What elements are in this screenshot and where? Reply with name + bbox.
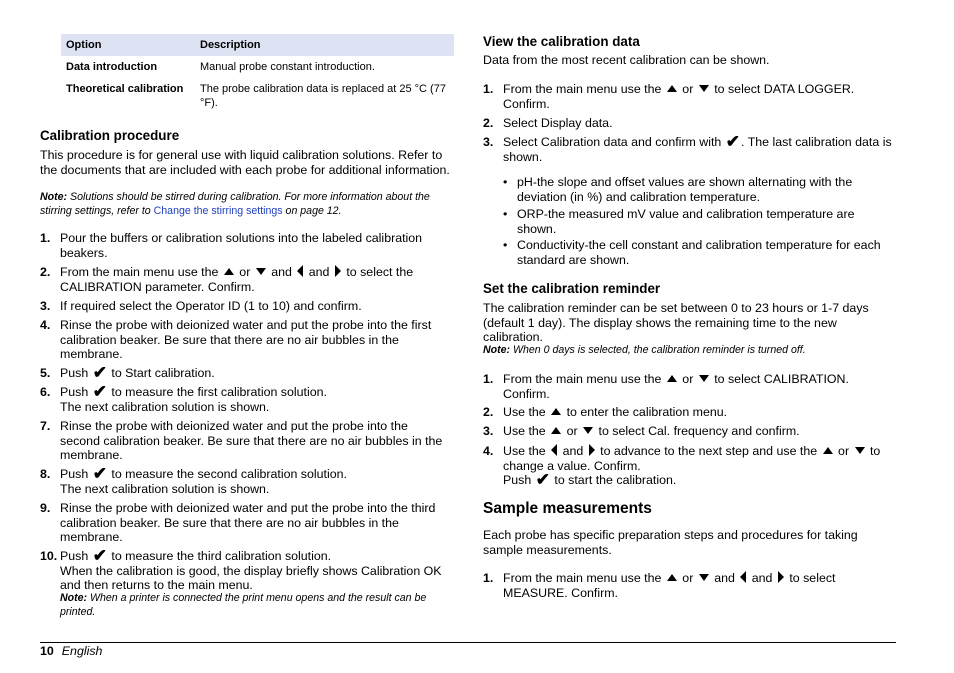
reminder-intro: The calibration reminder can be set between 0 to 23 hours or 1-7 days (default 1 day). The display shows the remaining time to the new calibration.	[483, 301, 869, 345]
table-cell-option: Data introduction	[66, 61, 158, 73]
step-number: 4.	[483, 444, 494, 458]
note-text: When a printer is connected the print menu opens and the result can be printed.	[60, 592, 427, 618]
reminder-step-3	[483, 424, 895, 439]
arrow-down-icon	[699, 574, 709, 581]
bullet-text: ORP-the measured mV value and calibration temperature are shown.	[517, 207, 855, 236]
checkmark-icon: ✔	[92, 363, 107, 382]
step-text: From the main menu use the	[503, 82, 662, 96]
table-row	[61, 56, 454, 78]
step-text: or	[235, 265, 254, 279]
step-number: 1.	[40, 231, 51, 245]
arrow-left-icon	[551, 444, 557, 456]
bullet-icon: •	[503, 207, 508, 221]
sample-step-1	[483, 571, 895, 600]
step-number: 5.	[40, 366, 51, 380]
checkmark-icon: ✔	[92, 464, 107, 483]
checkmark-icon: ✔	[535, 470, 550, 490]
calibration-step-2	[40, 265, 450, 294]
step-text: Push	[60, 366, 89, 380]
step-text: Select Display data.	[503, 116, 613, 130]
printer-note	[60, 592, 453, 619]
list-item	[503, 175, 895, 204]
arrow-down-icon	[699, 85, 709, 92]
step-number: 2.	[40, 265, 51, 279]
table-header-row	[61, 34, 454, 56]
step-number: 3.	[483, 424, 494, 438]
page-number: 10	[40, 644, 54, 658]
arrow-down-icon	[583, 427, 593, 434]
step-text: From the main menu use the	[60, 265, 219, 279]
calibration-procedure-heading: Calibration procedure	[40, 128, 180, 143]
footer-language: English	[61, 644, 103, 658]
reminder-step-2	[483, 405, 895, 420]
step-number: 3.	[40, 299, 51, 313]
note-label: Note:	[60, 592, 88, 604]
checkmark-icon: ✔	[92, 382, 107, 401]
step-text: to select CALIBRATION. Confirm.	[503, 372, 849, 401]
step-text: Rinse the probe with deionized water and put the probe into the second calibration beaker. Be sure that there are no air bubbles in the membrane.	[60, 419, 443, 463]
step-text: to select the CALIBRATION parameter. Confirm.	[60, 265, 414, 294]
stirring-settings-link[interactable]: Change the stirring settings	[153, 204, 283, 217]
calibration-step-10	[40, 546, 453, 593]
step-text: to advance to the next step and use the	[596, 444, 818, 458]
step-subtext: to start the calibration.	[550, 473, 677, 488]
step-text: to change a value. Confirm.	[503, 444, 881, 473]
step-text: Use the	[503, 405, 546, 419]
step-number: 4.	[40, 318, 51, 332]
step-subtext: The next calibration solution is shown.	[60, 399, 270, 414]
arrow-up-icon	[667, 574, 677, 581]
arrow-up-icon	[667, 375, 677, 382]
step-text: to measure the third calibration solution.	[107, 549, 332, 563]
step-number: 1.	[483, 82, 494, 96]
calibration-step-6	[40, 382, 450, 414]
view-calibration-heading: View the calibration data	[483, 34, 640, 49]
step-number: 9.	[40, 501, 51, 515]
table-cell-description: Manual probe constant introduction.	[200, 61, 375, 73]
step-text: Pour the buffers or calibration solutions into the labeled calibration beakers.	[60, 231, 423, 260]
calibration-step-5	[40, 363, 450, 382]
options-table	[61, 34, 454, 114]
note-text: When 0 days is selected, the calibration reminder is turned off.	[510, 344, 806, 356]
step-number: 6.	[40, 385, 51, 399]
step-subtext: The next calibration solution is shown.	[60, 481, 270, 496]
checkmark-icon: ✔	[92, 546, 107, 565]
table-header-option: Option	[61, 34, 195, 56]
reminder-step-1	[483, 372, 895, 401]
step-text: or	[834, 444, 853, 458]
arrow-down-icon	[699, 375, 709, 382]
arrow-up-icon	[667, 85, 677, 92]
reminder-note	[483, 344, 898, 358]
calibration-note	[40, 191, 455, 218]
note-tail: on page 12.	[282, 204, 342, 217]
view-step-1	[483, 82, 895, 111]
step-text: or	[678, 82, 697, 96]
list-item	[503, 238, 898, 267]
step-text: to select MEASURE. Confirm.	[503, 571, 836, 600]
sample-measurements-heading: Sample measurements	[483, 500, 652, 517]
step-text: or	[678, 372, 697, 386]
calibration-step-7	[40, 419, 450, 463]
table-cell-description: The probe calibration data is replaced at 25 °C (77 °F).	[200, 83, 446, 109]
sample-intro: Each probe has specific preparation steps and procedures for taking sample measurements.	[483, 528, 858, 557]
step-text: to select Cal. frequency and confirm.	[595, 424, 800, 438]
note-label: Note:	[483, 344, 511, 356]
step-text: or	[678, 571, 697, 585]
page-footer	[40, 644, 102, 658]
step-number: 1.	[483, 571, 494, 585]
step-text: Push	[60, 467, 89, 481]
step-number: 2.	[483, 116, 494, 130]
step-text: and	[559, 444, 587, 458]
step-text: to measure the first calibration solution.	[107, 385, 327, 399]
table-cell-option: Theoretical calibration	[66, 83, 184, 95]
arrow-left-icon	[740, 571, 746, 583]
note-label: Note:	[40, 191, 68, 203]
arrow-left-icon	[297, 265, 303, 277]
arrow-down-icon	[855, 447, 865, 454]
step-text: Use the	[503, 424, 546, 438]
table-row	[61, 78, 454, 114]
step-text: Push	[60, 549, 89, 563]
step-number: 3.	[483, 135, 494, 149]
footer-divider	[40, 642, 896, 643]
bullet-icon: •	[503, 175, 508, 189]
bullet-text: pH-the slope and offset values are shown alternating with the deviation (in %) and calibration temperature.	[517, 175, 853, 204]
calibration-reminder-heading: Set the calibration reminder	[483, 281, 661, 296]
step-text: to select DATA LOGGER. Confirm.	[503, 82, 855, 111]
step-number: 8.	[40, 467, 51, 481]
arrow-up-icon	[551, 427, 561, 434]
step-number: 10.	[40, 549, 58, 563]
step-text: Rinse the probe with deionized water and put the probe into the first calibration beaker. Be sure that there are no air bubbles in the membrane.	[60, 318, 432, 362]
step-text: and	[710, 571, 739, 585]
step-text: or	[563, 424, 582, 438]
note-text: Solutions should be stirred during calibration. For more information about the stirring settings, refer to	[40, 191, 430, 217]
step-text: and	[748, 571, 776, 585]
step-text: Push	[60, 385, 89, 399]
step-text: From the main menu use the	[503, 372, 662, 386]
step-text: Use the	[503, 444, 546, 458]
step-text: Rinse the probe with deionized water and put the probe into the third calibration beaker. Be sure that there are no air bubbles in the membrane.	[60, 501, 436, 545]
arrow-right-icon	[778, 571, 784, 583]
step-text: and	[267, 265, 296, 279]
calibration-step-8	[40, 464, 450, 496]
bullet-text: Conductivity-the cell constant and calibration temperature for each standard are shown.	[517, 238, 881, 267]
calibration-step-4	[40, 318, 450, 362]
calibration-step-1	[40, 231, 450, 260]
reminder-step-4	[483, 444, 895, 488]
step-subtext: When the calibration is good, the display briefly shows Calibration OK and then returns to the main menu.	[60, 563, 442, 593]
table-header-description: Description	[195, 34, 454, 56]
arrow-up-icon	[551, 408, 561, 415]
step-text: . The last calibration data is shown.	[503, 135, 892, 164]
arrow-up-icon	[823, 447, 833, 454]
view-step-2	[483, 116, 895, 131]
step-number: 7.	[40, 419, 51, 433]
arrow-down-icon	[256, 268, 266, 275]
arrow-right-icon	[335, 265, 341, 277]
step-text: From the main menu use the	[503, 571, 662, 585]
step-number: 2.	[483, 405, 494, 419]
step-text: and	[305, 265, 333, 279]
checkmark-icon: ✔	[725, 132, 741, 151]
view-intro: Data from the most recent calibration can be shown.	[483, 53, 770, 67]
step-text: If required select the Operator ID (1 to 10) and confirm.	[60, 299, 362, 313]
arrow-right-icon	[589, 444, 595, 456]
list-item	[503, 207, 895, 236]
step-subtext: Push	[503, 473, 532, 488]
bullet-icon: •	[503, 238, 508, 252]
step-text: to enter the calibration menu.	[563, 405, 728, 419]
step-number: 1.	[483, 372, 494, 386]
step-text: to measure the second calibration solution.	[107, 467, 347, 481]
view-step-3	[483, 132, 895, 164]
step-text: Select Calibration data and confirm with	[503, 135, 722, 149]
calibration-intro: This procedure is for general use with liquid calibration solutions. Refer to the documents that are included with each probe for additional information.	[40, 148, 450, 177]
arrow-up-icon	[224, 268, 234, 275]
step-text: to Start calibration.	[107, 366, 215, 380]
calibration-step-9	[40, 501, 453, 545]
calibration-step-3	[40, 299, 450, 314]
